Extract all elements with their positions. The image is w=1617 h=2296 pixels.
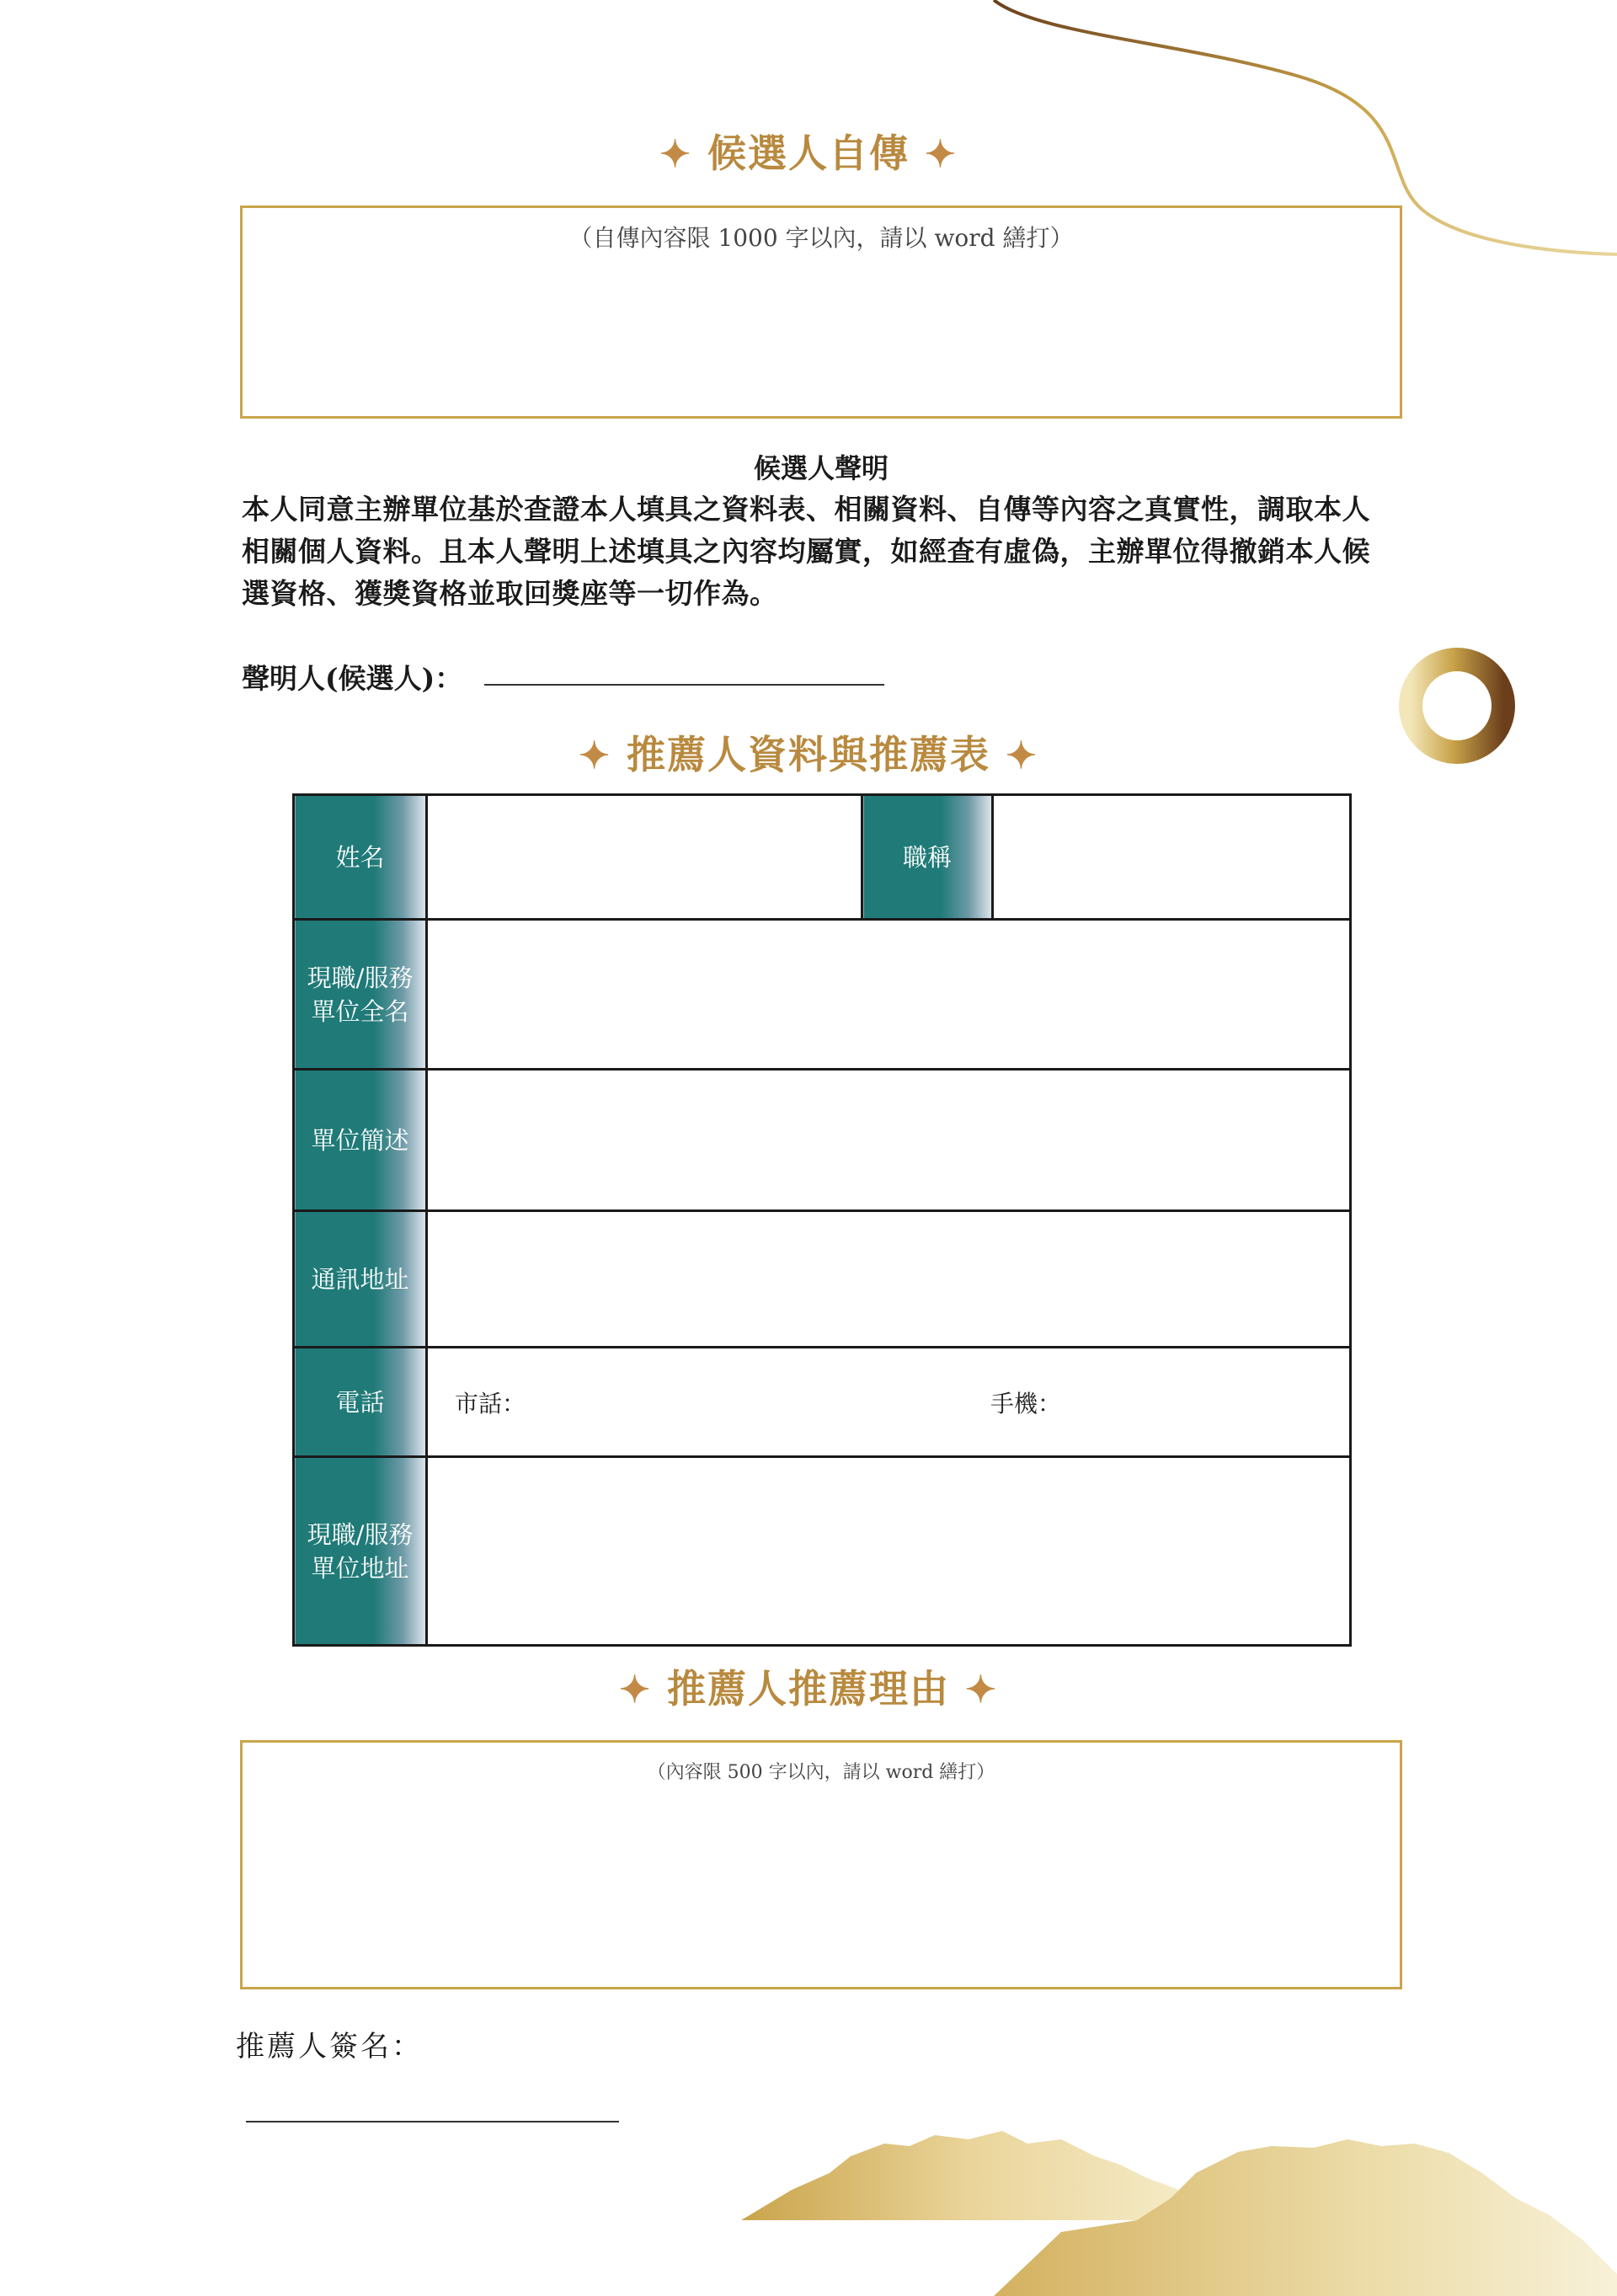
organization-address-input[interactable] <box>427 1457 1351 1646</box>
declaration-line-3: 選資格、獲獎資格並取回獎座等一切作為。 <box>242 577 778 610</box>
reason-note: （內容限 500 字以內，請以 word 繕打） <box>647 1762 995 1783</box>
autobiography-box[interactable] <box>240 206 1402 419</box>
recommender-signature-line[interactable] <box>246 2121 619 2122</box>
declaration-body <box>242 489 1383 615</box>
decorative-mountain-left <box>741 2131 1196 2220</box>
table-row <box>294 795 1351 920</box>
declaration-title: 候選人聲明 <box>753 452 889 484</box>
star-right-icon: ✦ <box>1006 734 1038 777</box>
organization-desc-header: 單位簡述 <box>294 1070 427 1211</box>
table-row <box>294 1457 1351 1646</box>
declarant-label: 聲明人(候選人)： <box>242 662 463 695</box>
recommender-table <box>292 793 1352 1647</box>
star-right-icon: ✦ <box>965 1669 998 1711</box>
recommender-title-text: 推薦人資料與推薦表 <box>627 732 990 777</box>
star-left-icon: ✦ <box>619 1669 652 1711</box>
phone-header: 電話 <box>294 1348 427 1457</box>
organization-name-input[interactable] <box>427 920 1351 1070</box>
reason-box[interactable] <box>240 1740 1402 1989</box>
autobiography-note: （自傳內容限 1000 字以內，請以 word 繕打） <box>568 224 1074 252</box>
job-title-input[interactable] <box>993 795 1351 920</box>
mailing-address-input[interactable] <box>427 1211 1351 1348</box>
recommender-signature-label: 推薦人簽名： <box>236 2030 423 2064</box>
table-row <box>294 1348 1351 1457</box>
autobiography-title <box>0 128 1617 180</box>
phone-cell <box>427 1348 1351 1457</box>
table-row <box>294 1211 1351 1348</box>
declaration-line-2: 相關個人資料。且本人聲明上述填具之內容均屬實，如經查有虛偽，主辦單位得撤銷本人候 <box>242 535 1370 568</box>
recommender-title <box>0 729 1617 782</box>
autobiography-title-text: 候選人自傳 <box>707 131 910 176</box>
mobile-label: 手機： <box>990 1389 1062 1418</box>
landline-label: 市話： <box>455 1389 526 1418</box>
organization-desc-input[interactable] <box>427 1070 1351 1211</box>
mailing-address-header: 通訊地址 <box>294 1211 427 1348</box>
declaration-line-1: 本人同意主辦單位基於查證本人填具之資料表、相關資料、自傳等內容之真實性，調取本人 <box>242 493 1370 526</box>
table-row <box>294 920 1351 1070</box>
organization-name-header: 現職/服務單位全名 <box>294 920 427 1070</box>
declarant-signature-line[interactable] <box>484 684 884 686</box>
reason-title-text: 推薦人推薦理由 <box>667 1666 950 1711</box>
star-left-icon: ✦ <box>659 133 692 176</box>
name-input[interactable] <box>427 795 862 920</box>
star-left-icon: ✦ <box>579 734 611 777</box>
reason-title <box>0 1663 1617 1716</box>
name-header: 姓名 <box>294 795 427 920</box>
table-row <box>294 1070 1351 1211</box>
organization-address-header: 現職/服務單位地址 <box>294 1457 427 1646</box>
star-right-icon: ✦ <box>925 133 958 176</box>
job-title-header: 職稱 <box>862 795 993 920</box>
